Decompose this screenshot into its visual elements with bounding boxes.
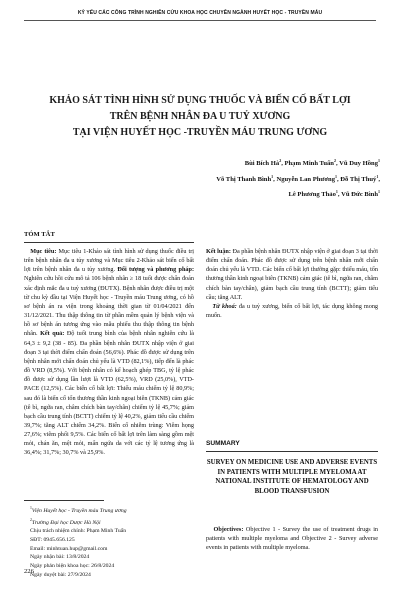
header-rule xyxy=(24,20,376,21)
english-title: SURVEY ON MEDICINE USE AND ADVERSE EVENTS IN PATIENTS WITH MULTIPLE MYELOMA AT NATIONAL INSTITUTE OF HEMATOLOGY AND BLOOD TRANSFUSION xyxy=(206,459,378,495)
affiliation-mark: 1 xyxy=(335,173,337,179)
author-name: Vũ Duy Hồng xyxy=(339,160,378,168)
affiliation-mark: 2 xyxy=(279,158,282,163)
methods-text: Nghiên cứu hồi cứu mô tả 106 bệnh nhân ≥ 18 tuổi được chẩn đoán xác định mắc đa u tuỷ xương (ĐUTX). Bệnh nhân được điều trị một từ chu kỳ đầu tại Viện Huyết học - Truyền máu Trung ương, có hồ sơ bệnh án ra viện trong khoảng thời gian từ 01/04/2021 đến 31/12/2021. Thu thập thông tin từ phần mềm quản lý bệnh viện và hồ sơ bệnh án tương ứng vào mẫu phiếu thu thập thông tin bệnh nhân. xyxy=(24,275,194,338)
footnote-affiliation: $^2$Trường Đại học Dược Hà Nội xyxy=(30,517,101,526)
methods-label: Đối tượng và phương pháp: xyxy=(117,266,194,274)
author-line: Lê Phương Thảo$^1$, Vũ Đức Bình$^1$ xyxy=(288,189,380,199)
title-line: TẠI VIỆN HUYẾT HỌC -TRUYỀN MÁU TRUNG ƯƠNG xyxy=(72,127,328,138)
title-line: KHẢO SÁT TÌNH HÌNH SỬ DỤNG THUỐC VÀ BIẾN CỐ BẤT LỢI xyxy=(49,95,351,106)
title-line: TRÊN BỆNH NHÂN ĐA U TUỶ XƯƠNG xyxy=(109,111,291,122)
footnote-approved: Ngày duyệt bài: 27/9/2024 xyxy=(30,571,91,578)
running-head: KỶ YẾU CÁC CÔNG TRÌNH NGHIÊN CỨU KHOA HỌC CHUYÊN NGÀNH HUYẾT HỌC - TRUYỀN MÁU xyxy=(77,10,323,16)
affiliation-mark: 1 xyxy=(378,189,380,195)
affiliation-mark: 1 xyxy=(271,173,274,179)
author-line: Bùi Bích $Hà^2$, Phạm Minh Tuấn$^2$, Vũ Duy Hồng$^1$ xyxy=(244,158,380,168)
affiliation-mark: 2 xyxy=(333,158,336,163)
keywords-label: Từ khoá: xyxy=(212,302,237,310)
summary-paragraph xyxy=(206,525,378,552)
author-name: Đỗ Thị Thuý xyxy=(340,175,377,183)
footnote-affiliation: $^1$Viện Huyết học - Truyền máu Trung ương xyxy=(30,506,127,514)
footnote-phone: SĐT: 0945.656.125 xyxy=(30,536,75,543)
summary-heading: SUMMARY xyxy=(206,440,240,447)
footnote-rule xyxy=(24,500,104,501)
page-number: 226 xyxy=(24,568,34,575)
keywords-text: đa u tuỷ xương, biến cố bất lợi, tác dụng không mong muốn. xyxy=(206,302,379,320)
author-name: Võ Thị Thanh Bình xyxy=(216,175,272,183)
objective-label: Mục tiêu: xyxy=(30,248,57,255)
article-title xyxy=(26,93,374,141)
abstract-column-left xyxy=(24,247,194,458)
author-name: Lê Phương Thảo xyxy=(288,191,336,199)
summary-body xyxy=(206,525,378,552)
author-name: Phạm Minh Tuấn xyxy=(284,160,334,168)
conclusion-label: Kết luận: xyxy=(206,248,231,255)
abstract-paragraph xyxy=(24,247,194,458)
objective-text: Mục tiêu 1-Khảo sát tình hình sử dụng thuốc điều trị trên bệnh nhân đa u tủy xương và Mục tiêu 2-Khảo sát biến cố bất lợi trên bệnh nhân đa u tủy xương. xyxy=(24,248,195,274)
author-line: Võ Thị Thanh Bình$^1$, Nguyễn Lan Phương$^1$, Đỗ Thị Thuý$^1$, xyxy=(216,173,380,183)
footnote-responsible: Chịu trách nhiệm chính: Phạm Minh Tuấn xyxy=(30,528,127,535)
footnote-reviewed: Ngày phản biện khoa học: 26/8/2024 xyxy=(30,563,115,569)
summary-rule xyxy=(206,451,378,452)
objectives-text: Objective 1 - Survey the use of treatment drugs in patients with multiple myeloma and Objective 2 - Survey adverse events in patients with multiple myeloma. xyxy=(206,526,379,552)
footnote-received: Ngày nhận bài: 13/8/2024 xyxy=(30,554,90,561)
footnote-email: Email: minhtuan.hup@gmail.com xyxy=(30,545,108,552)
objectives-label: Objectives: xyxy=(213,526,244,533)
affiliation-mark: 1 xyxy=(378,158,380,163)
abstract-column-right xyxy=(206,247,378,320)
author-name: Bùi Bích Hà xyxy=(244,160,280,168)
abstract-heading: TÓM TẮT xyxy=(24,231,55,238)
author-list xyxy=(180,155,380,202)
affiliation-mark: 1 xyxy=(335,189,338,195)
abstract-rule xyxy=(24,242,194,243)
footnotes xyxy=(30,504,196,579)
abstract-paragraph xyxy=(206,247,378,302)
author-name: Vũ Đức Bình xyxy=(341,191,378,199)
author-name: Nguyễn Lan Phương xyxy=(276,175,335,183)
conclusion-text: Đa phần bệnh nhân ĐUTX nhập viện ở giai đoạn 3 tại thời điểm chẩn đoán. Phác đồ được sử dụng trên bệnh nhân mới chẩn đoán chủ yếu là VTD. Các biến cố bất lợi thường gặp: thiếu máu, tổn thương thần kinh ngoại biên (TKNB) cảm giác (tê bì, ngứa ran, châm chích bàn tay/chân), giảm bạch cầu trung tính (BCTT); giảm tiểu cầu; tăng ALT. xyxy=(206,248,378,301)
keywords-paragraph xyxy=(206,302,378,320)
results-text: Độ tuổi trung bình của bệnh nhân nghiên cứu là 64,3 ± 9,2 (38 - 85). Đa phần bệnh nhân ĐUTX nhập viện ở giai đoạn 3 tại thời điểm chẩn đoán (56,6%). Phác đồ được sử dụng trên bệnh nhân mới chẩn đoán chủ yếu là VTD (82,1%), tiếp đến là phác đồ VRD (8,5%). Với bệnh nhân có kế hoạch ghép TBG, tỷ lệ phác đồ được sử dụng lần lượt là VTD (62,5%), VRD (25,0%), VTD-PACE (12,5%). Các biến cố bất lợi: Thiếu máu chiếm tỷ lệ 80,9%; sau đó là biến cố tổn thương thần kinh ngoại biên (TKNB) cảm giác (tê bì, ngứa ran, châm chích bàn tay/chân) chiếm tỷ lệ 45,7%; giảm bạch cầu trung tính (BCTT) chiếm tỷ lệ 40,2%, giảm tiểu cầu chiếm 39,7%; tăng ALT chiếm 34,2%. Biến cố nhiễm trùng: Viêm họng 27,6%; viêm phổi 9,5%. Các biến cố bất lợi trên làm sàng gồm mệt mỏi, chán ăn, mệt mỏi, mẩn ngứa da với các tỷ lệ tương ứng là 36,4%; 31,7%; 30,7% và 25,9%. xyxy=(24,330,194,457)
results-label: Kết quả: xyxy=(40,330,65,338)
affiliation-mark: 1 xyxy=(376,173,379,179)
